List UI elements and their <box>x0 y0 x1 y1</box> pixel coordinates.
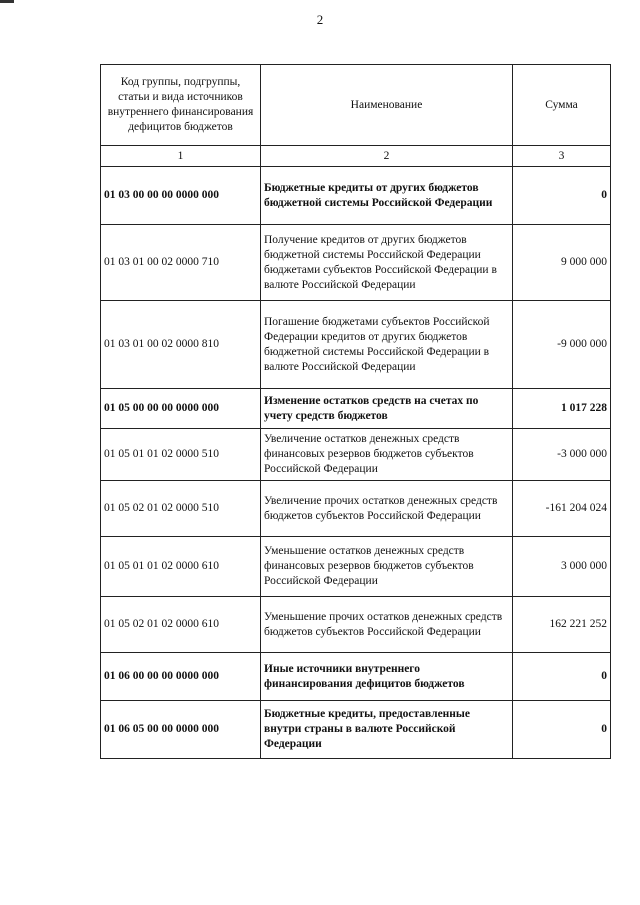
row-sum: -9 000 000 <box>513 301 611 389</box>
row-name: Увеличение прочих остатков денежных средств бюджетов субъектов Российской Федерации <box>261 481 513 537</box>
column-number: 1 <box>101 146 261 167</box>
table-row <box>101 653 611 701</box>
row-sum: 162 221 252 <box>513 597 611 653</box>
row-code: 01 03 01 00 02 0000 810 <box>101 301 261 389</box>
row-sum: -3 000 000 <box>513 429 611 481</box>
row-code: 01 06 00 00 00 0000 000 <box>101 653 261 701</box>
header-sum: Сумма <box>513 65 611 146</box>
header-name: Наименование <box>261 65 513 146</box>
table-row <box>101 301 611 389</box>
column-number: 3 <box>513 146 611 167</box>
row-sum: 0 <box>513 701 611 759</box>
row-sum: -161 204 024 <box>513 481 611 537</box>
row-code: 01 05 00 00 00 0000 000 <box>101 389 261 429</box>
row-name: Уменьшение прочих остатков денежных средств бюджетов субъектов Российской Федерации <box>261 597 513 653</box>
table-row <box>101 167 611 225</box>
row-code: 01 05 02 01 02 0000 610 <box>101 597 261 653</box>
row-code: 01 03 00 00 00 0000 000 <box>101 167 261 225</box>
row-name: Бюджетные кредиты от других бюджетов бюджетной системы Российской Федерации <box>261 167 513 225</box>
row-name: Бюджетные кредиты, предоставленные внутри страны в валюте Российской Федерации <box>261 701 513 759</box>
row-code: 01 05 01 01 02 0000 510 <box>101 429 261 481</box>
row-sum: 0 <box>513 167 611 225</box>
row-name: Получение кредитов от других бюджетов бюджетной системы Российской Федерации бюджетами субъектов Российской Федерации в валюте Российской Федерации <box>261 225 513 301</box>
column-number-row <box>101 146 611 167</box>
table-row <box>101 225 611 301</box>
table-row <box>101 429 611 481</box>
table-row <box>101 537 611 597</box>
row-name: Иные источники внутреннего финансирования дефицитов бюджетов <box>261 653 513 701</box>
row-code: 01 03 01 00 02 0000 710 <box>101 225 261 301</box>
row-sum: 1 017 228 <box>513 389 611 429</box>
row-sum: 9 000 000 <box>513 225 611 301</box>
row-sum: 0 <box>513 653 611 701</box>
header-code: Код группы, подгруппы, статьи и вида источников внутреннего финансирования дефицитов бюджетов <box>101 65 261 146</box>
scan-corner-mark <box>0 0 14 3</box>
table-row <box>101 389 611 429</box>
row-name: Уменьшение остатков денежных средств финансовых резервов бюджетов субъектов Российской Федерации <box>261 537 513 597</box>
row-code: 01 05 01 01 02 0000 610 <box>101 537 261 597</box>
column-number: 2 <box>261 146 513 167</box>
row-code: 01 06 05 00 00 0000 000 <box>101 701 261 759</box>
table-row <box>101 481 611 537</box>
row-name: Увеличение остатков денежных средств финансовых резервов бюджетов субъектов Российской Федерации <box>261 429 513 481</box>
row-code: 01 05 02 01 02 0000 510 <box>101 481 261 537</box>
row-sum: 3 000 000 <box>513 537 611 597</box>
row-name: Погашение бюджетами субъектов Российской Федерации кредитов от других бюджетов бюджетной системы Российской Федерации в валюте Российской Федерации <box>261 301 513 389</box>
page-number: 2 <box>316 12 324 27</box>
table-header-row <box>101 65 611 146</box>
table-row <box>101 701 611 759</box>
financing-sources-table <box>100 64 611 759</box>
table-row <box>101 597 611 653</box>
row-name: Изменение остатков средств на счетах по учету средств бюджетов <box>261 389 513 429</box>
